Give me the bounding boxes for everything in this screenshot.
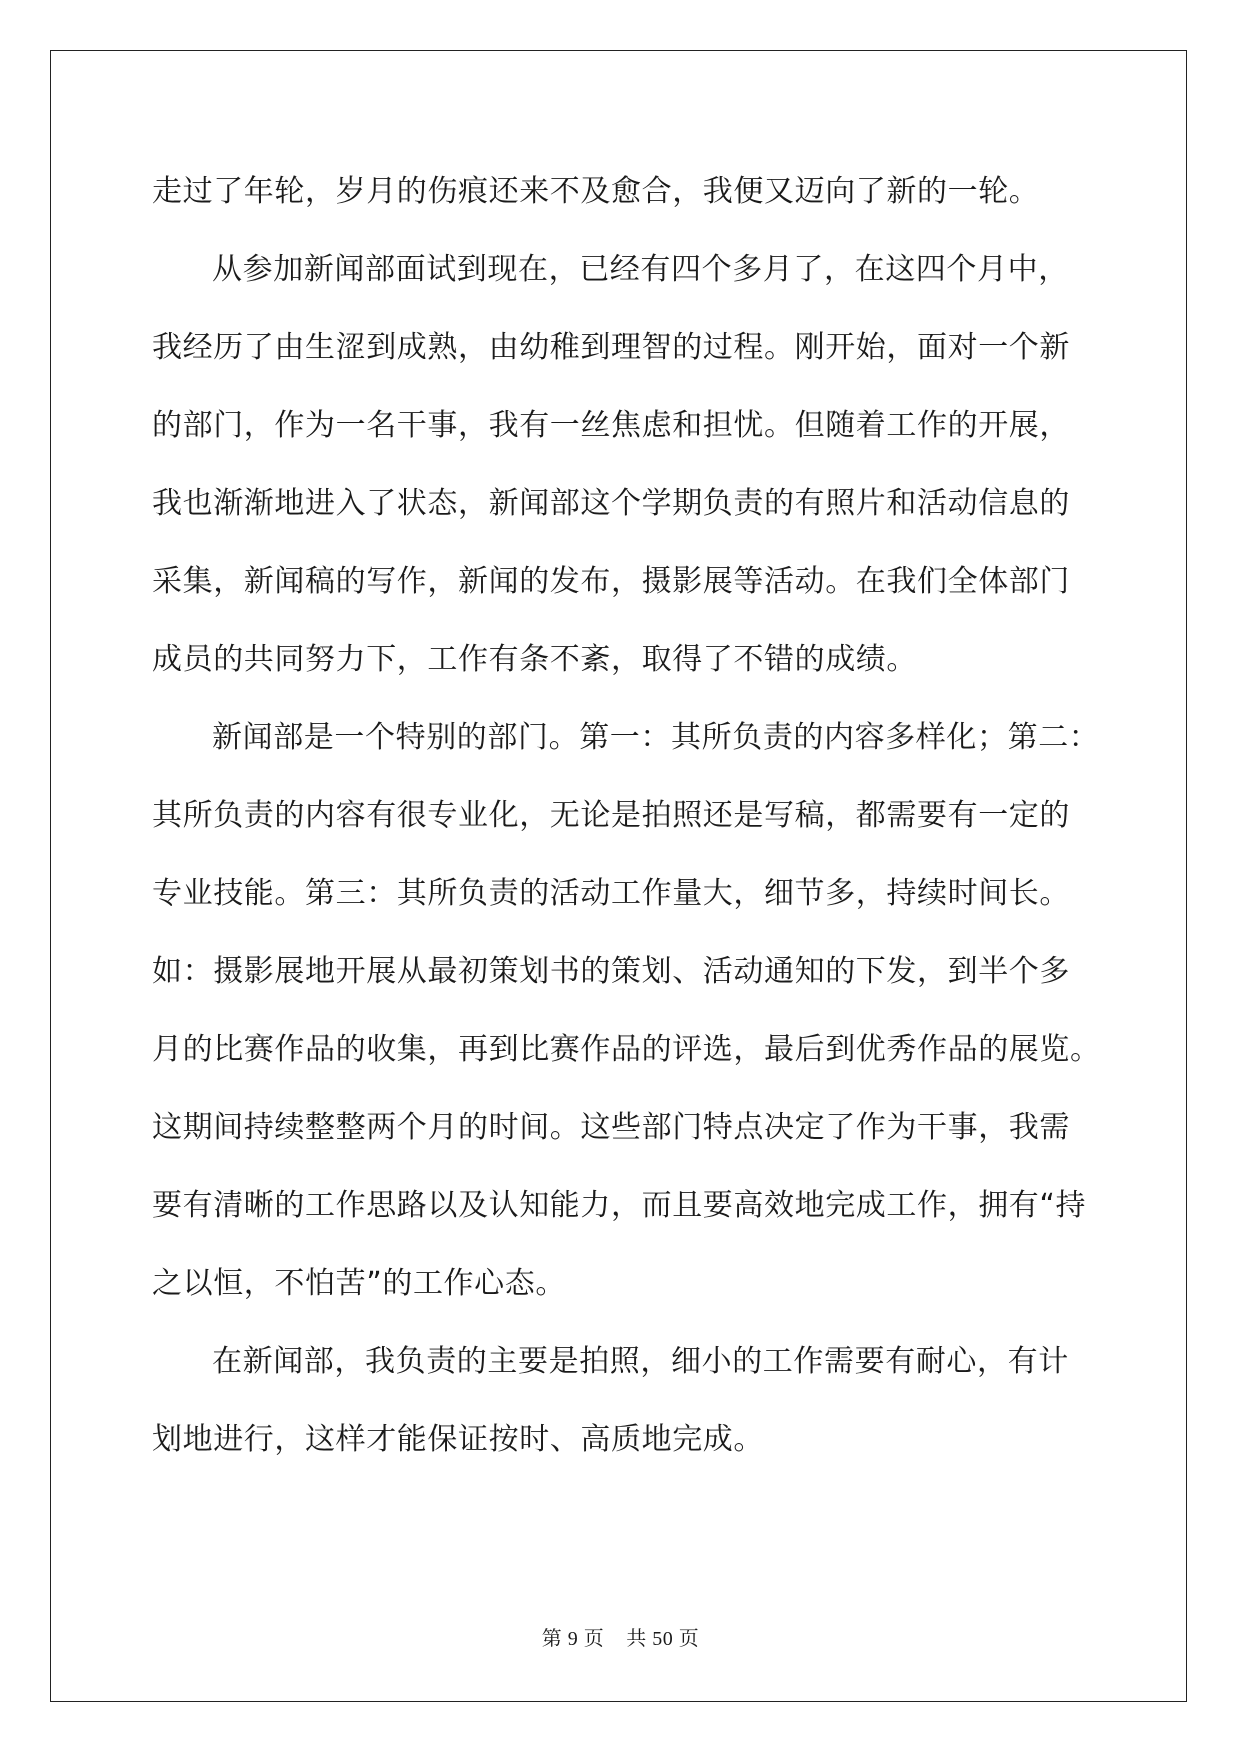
text-line: 专业技能。第三：其所负责的活动工作量大，细节多，持续时间长。	[152, 876, 1070, 911]
text-line: 这期间持续整整两个月的时间。这些部门特点决定了作为干事，我需	[152, 1110, 1070, 1145]
text-line: 新闻部是一个特别的部门。第一：其所负责的内容多样化；第二：	[212, 720, 1100, 755]
text-line: 要有清晰的工作思路以及认知能力，而且要高效地完成工作，拥有“持	[152, 1188, 1087, 1223]
text-line: 从参加新闻部面试到现在，已经有四个多月了，在这四个月中，	[212, 252, 1069, 287]
text-line: 月的比赛作品的收集，再到比赛作品的评选，最后到优秀作品的展览。	[152, 1032, 1101, 1067]
text-line: 走过了年轮，岁月的伤痕还来不及愈合，我便又迈向了新的一轮。	[152, 174, 1040, 209]
text-line: 在新闻部，我负责的主要是拍照，细小的工作需要有耐心，有计	[212, 1344, 1069, 1379]
text-line: 采集，新闻稿的写作，新闻的发布，摄影展等活动。在我们全体部门	[152, 564, 1070, 599]
text-line: 的部门，作为一名干事，我有一丝焦虑和担忧。但随着工作的开展，	[152, 408, 1070, 443]
text-line: 我也渐渐地进入了状态，新闻部这个学期负责的有照片和活动信息的	[152, 486, 1070, 521]
text-line: 如：摄影展地开展从最初策划书的策划、活动通知的下发，到半个多	[152, 954, 1070, 989]
text-line: 划地进行，这样才能保证按时、高质地完成。	[152, 1422, 764, 1457]
text-line: 成员的共同努力下，工作有条不紊，取得了不错的成绩。	[152, 642, 917, 677]
page-label: 第 9 页 共 50 页	[541, 1628, 700, 1650]
page-number-footer	[0, 1622, 1241, 1651]
text-line: 其所负责的内容有很专业化，无论是拍照还是写稿，都需要有一定的	[152, 798, 1070, 833]
text-line: 之以恒，不怕苦”的工作心态。	[152, 1266, 566, 1301]
text-line: 我经历了由生涩到成熟，由幼稚到理智的过程。刚开始，面对一个新	[152, 330, 1070, 365]
